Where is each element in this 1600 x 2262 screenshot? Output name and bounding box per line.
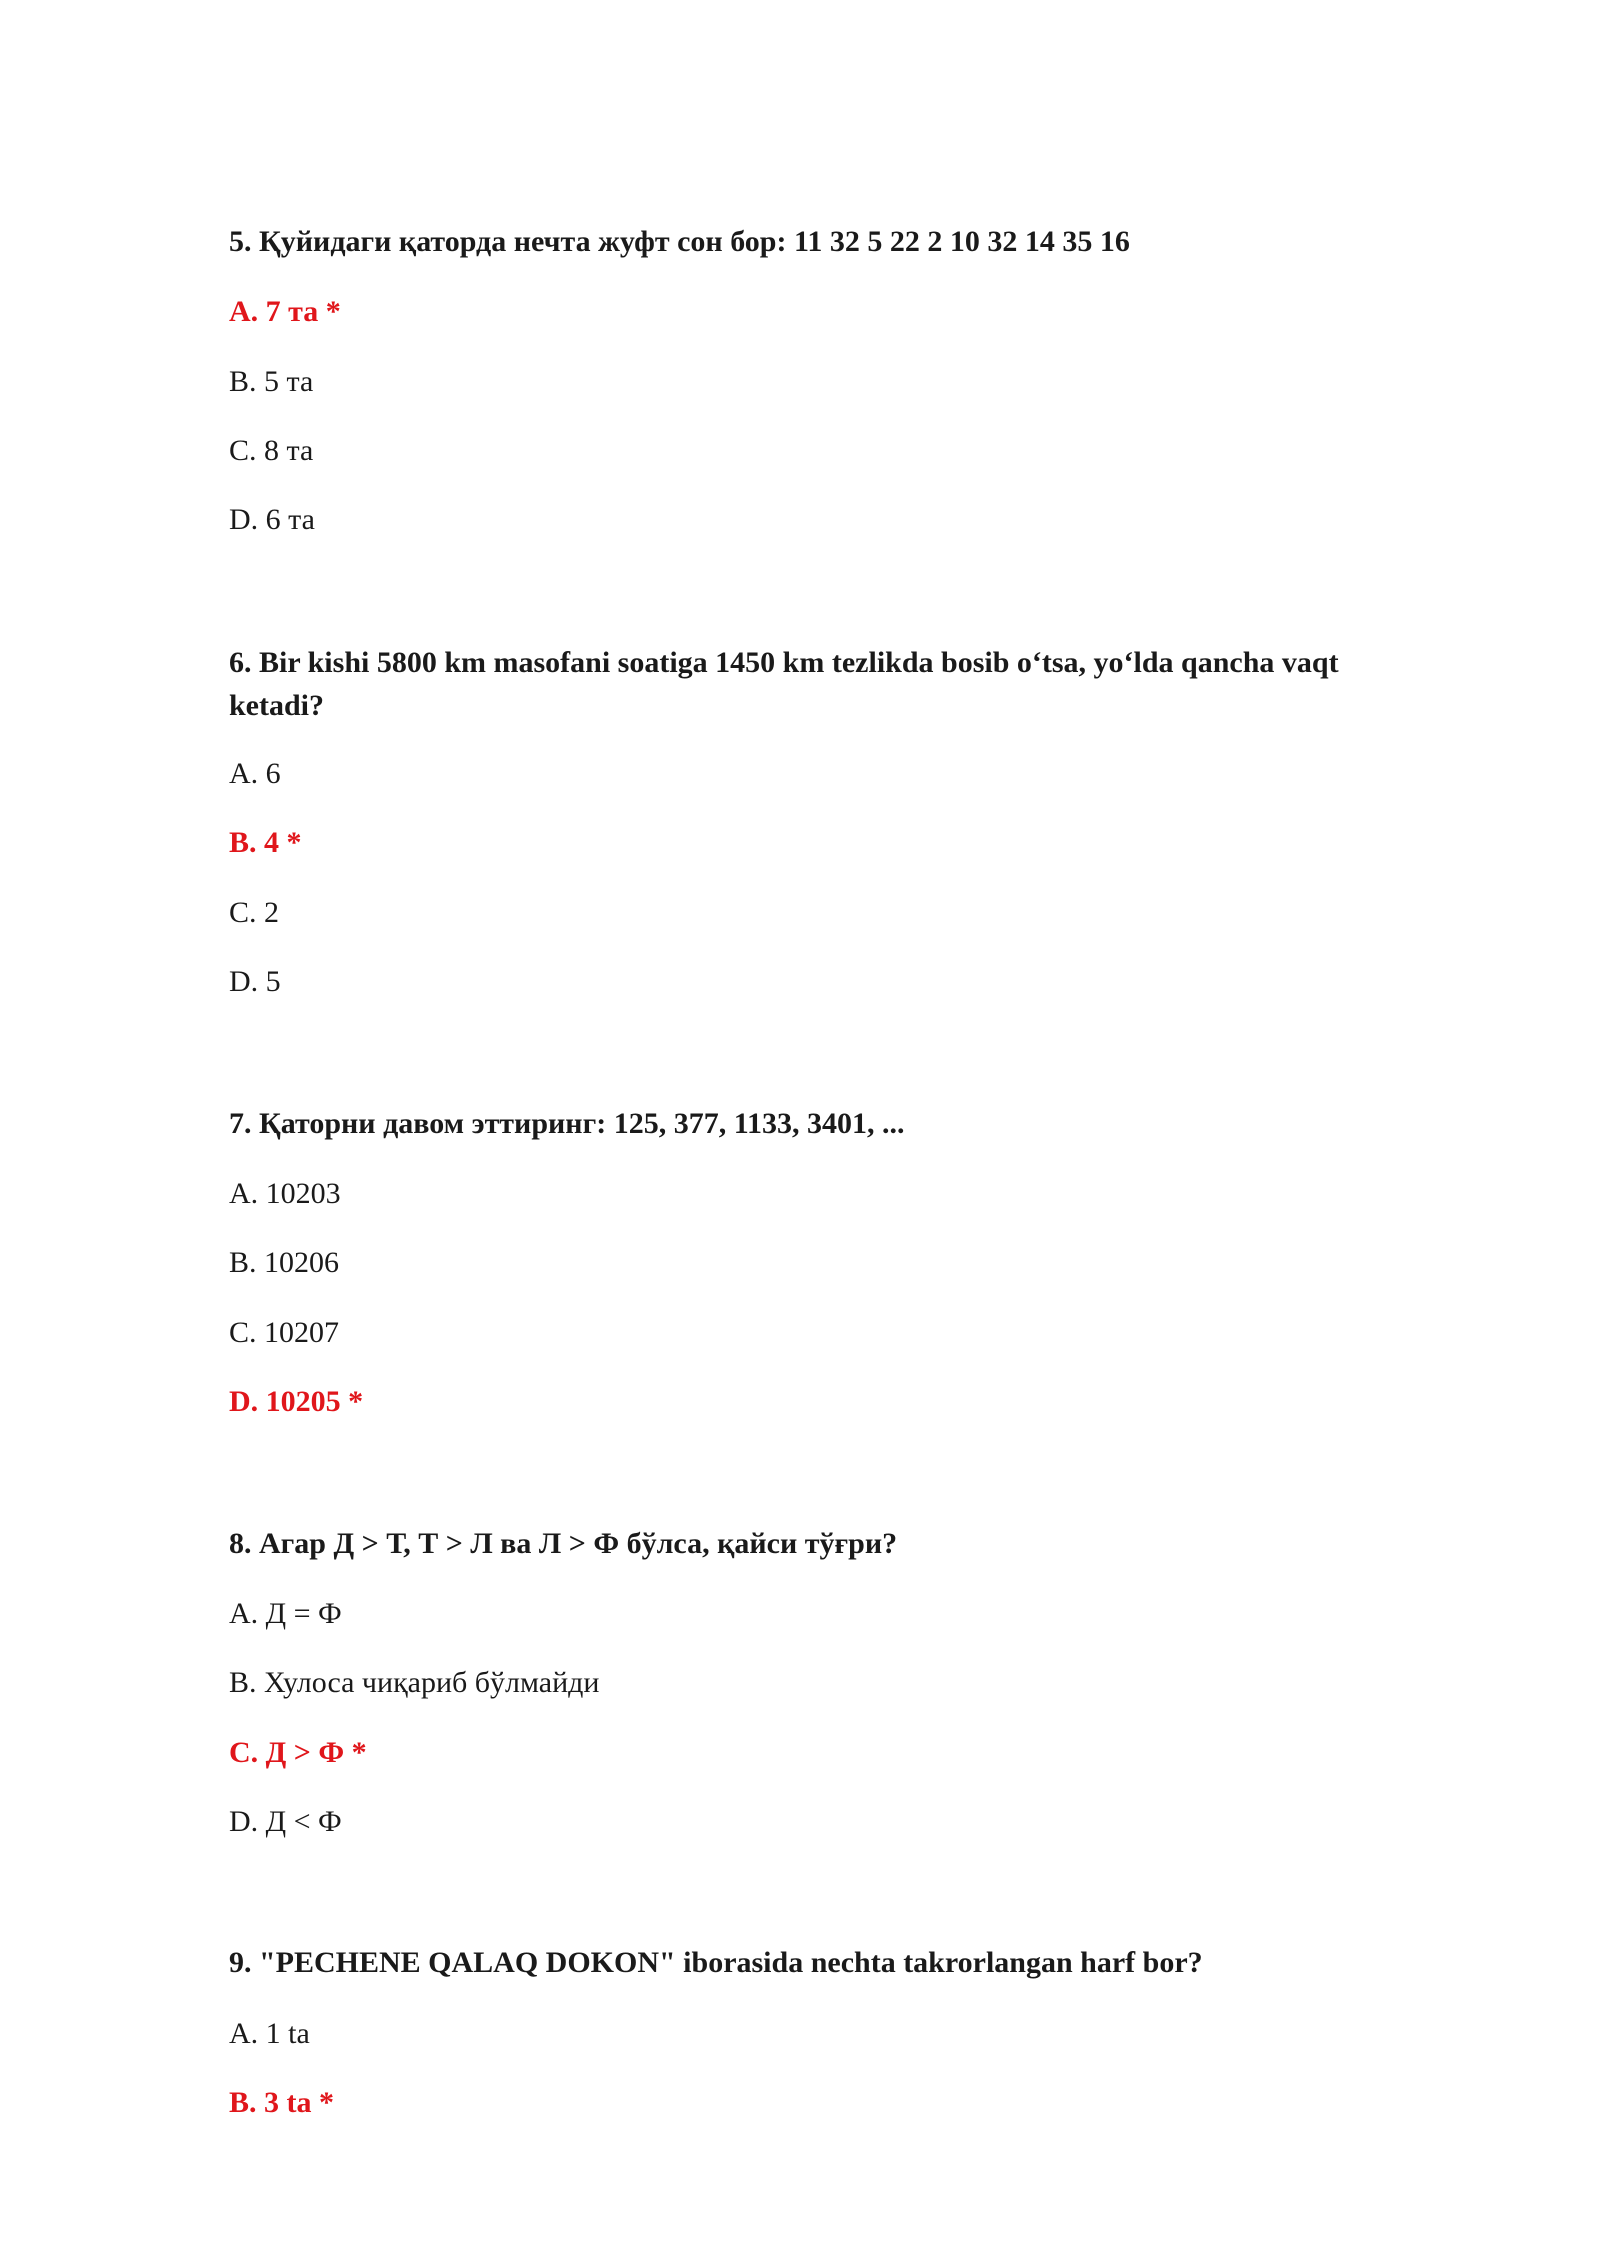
option-b: B. 3 ta * xyxy=(229,2086,334,2119)
option-b: B. Хулоса чиқариб бўлмайди xyxy=(229,1666,600,1699)
question-title: 9. "PECHENE QALAQ DOKON" iborasida nechta takrorlangan harf bor? xyxy=(229,1946,1203,1979)
question-8 xyxy=(229,1522,1429,1565)
question-9 xyxy=(229,1941,1429,1984)
option-c: C. 10207 xyxy=(229,1316,340,1349)
question-6 xyxy=(229,641,1429,727)
option-a: A. 1 ta xyxy=(229,2017,310,2050)
option-b: B. 5 та xyxy=(229,365,314,398)
question-5 xyxy=(229,220,1429,263)
option-d: D. 5 xyxy=(229,965,281,998)
option-b: B. 10206 xyxy=(229,1246,340,1279)
option-a: A. Д = Ф xyxy=(229,1597,342,1630)
option-a: A. 6 xyxy=(229,757,281,790)
option-c: C. 2 xyxy=(229,896,280,929)
option-a: A. 10203 xyxy=(229,1177,341,1210)
question-title: 6. Bir kishi 5800 km masofani soatiga 1450 km tezlikda bosib o‘tsa, yo‘lda qancha vaqt ketadi? xyxy=(229,646,1339,722)
option-c: C. Д > Ф * xyxy=(229,1736,367,1769)
option-a: A. 7 та * xyxy=(229,295,341,328)
option-b: B. 4 * xyxy=(229,826,302,859)
question-title: 7. Қаторни давом эттиринг: 125, 377, 1133, 3401, ... xyxy=(229,1107,905,1140)
question-title: 5. Қуйидаги қаторда нечта жуфт сон бор: 11 32 5 22 2 10 32 14 35 16 xyxy=(229,225,1130,258)
option-d: D. 6 та xyxy=(229,503,315,536)
option-d: D. 10205 * xyxy=(229,1385,364,1418)
question-7 xyxy=(229,1102,1429,1145)
option-d: D. Д < Ф xyxy=(229,1805,342,1838)
question-title: 8. Агар Д > Т, Т > Л ва Л > Ф бўлса, қайси тўғри? xyxy=(229,1527,898,1560)
option-c: C. 8 та xyxy=(229,434,314,467)
